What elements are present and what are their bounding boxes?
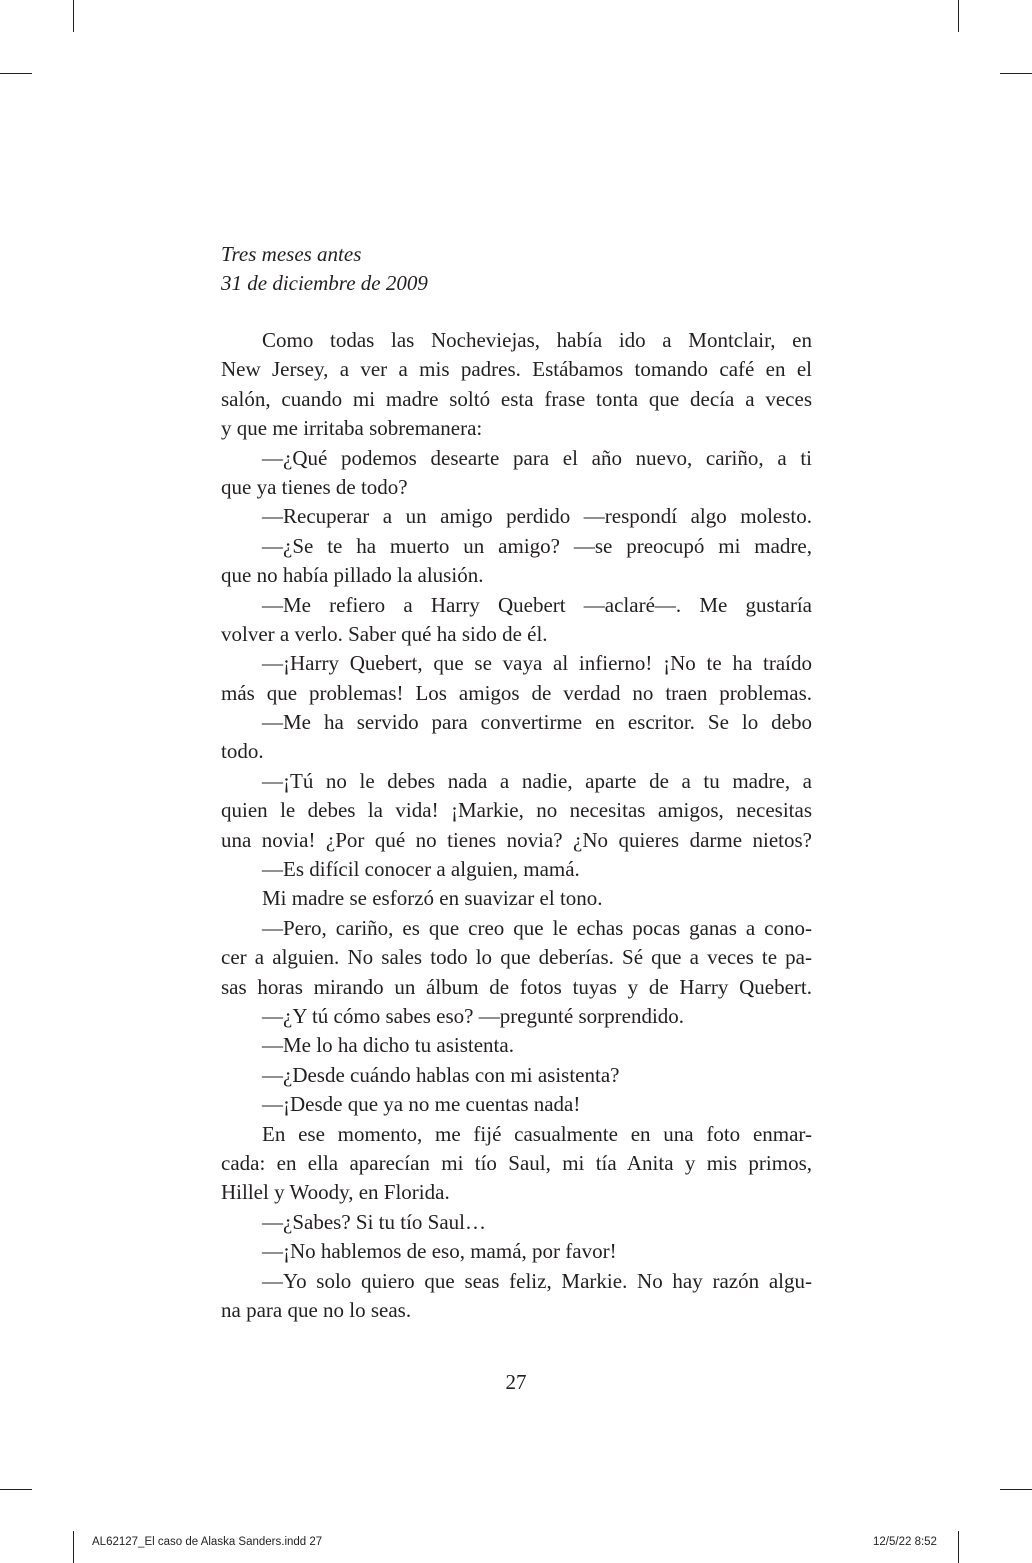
text-line: sas horas mirando un álbum de fotos tuyas y de Harry Quebert.: [221, 974, 812, 999]
text-line: —Me ha servido para convertirme en escritor. Se lo debo: [262, 710, 812, 735]
text-line: New Jersey, a ver a mis padres. Estábamos tomando café en el: [221, 357, 812, 382]
text-line: cada: en ella aparecían mi tío Saul, mi tía Anita y mis primos,: [221, 1150, 812, 1175]
text-line: todo.: [221, 739, 264, 764]
text-line: —¿Qué podemos desearte para el año nuevo, cariño, a ti: [262, 445, 812, 470]
body-text: [221, 326, 812, 1325]
text-line: —Yo solo quiero que seas feliz, Markie. No hay razón algu-: [262, 1268, 812, 1293]
heading-line-2: 31 de diciembre de 2009: [221, 271, 428, 295]
text-line: —¿Y tú cómo sabes eso? —pregunté sorprendido.: [262, 1003, 685, 1028]
text-line: Hillel y Woody, en Florida.: [221, 1180, 450, 1205]
crop-mark-right-top: [1000, 73, 1032, 74]
heading-line-1: Tres meses antes: [221, 242, 362, 266]
text-line: que ya tienes de todo?: [221, 474, 408, 499]
text-line: —¿Se te ha muerto un amigo? —se preocupó mi madre,: [262, 533, 812, 558]
text-line: —¡Tú no le debes nada a nadie, aparte de a tu madre, a: [262, 768, 812, 793]
page-number: 27: [505, 1370, 527, 1394]
text-line: —Me lo ha dicho tu asistenta.: [262, 1033, 514, 1058]
text-line: —Pero, cariño, es que creo que le echas pocas ganas a cono-: [262, 915, 812, 940]
section-heading: [221, 240, 428, 298]
text-line: una novia! ¿Por qué no tienes novia? ¿No quieres darme nietos?: [221, 827, 812, 852]
text-line: na para que no lo seas.: [221, 1297, 412, 1322]
text-line: —Recuperar a un amigo perdido —respondí algo molesto.: [262, 504, 812, 529]
text-line: —¡Desde que ya no me cuentas nada!: [262, 1092, 581, 1117]
crop-mark-top-right: [958, 0, 959, 32]
text-line: —Me refiero a Harry Quebert —aclaré—. Me gustaría: [262, 592, 812, 617]
text-line: —¿Desde cuándo hablas con mi asistenta?: [262, 1062, 620, 1087]
slug-filename: AL62127_El caso de Alaska Sanders.indd 27: [92, 1536, 323, 1548]
text-line: salón, cuando mi madre soltó esta frase tonta que decía a veces: [221, 386, 812, 411]
text-line: —¡Harry Quebert, que se vaya al infierno! ¡No te ha traído: [262, 651, 812, 676]
crop-mark-right-bottom: [1000, 1489, 1032, 1490]
crop-mark-top-left: [73, 0, 74, 32]
text-line: —Es difícil conocer a alguien, mamá.: [262, 857, 580, 882]
text-line: En ese momento, me fijé casualmente en una foto enmar-: [262, 1121, 812, 1146]
text-line: volver a verlo. Saber qué ha sido de él.: [221, 621, 548, 646]
text-line: más que problemas! Los amigos de verdad no traen problemas.: [221, 680, 812, 705]
crop-mark-left-top: [0, 73, 32, 74]
text-line: Como todas las Nocheviejas, había ido a Montclair, en: [262, 328, 812, 352]
text-line: que no había pillado la alusión.: [221, 563, 484, 588]
crop-mark-left-bottom: [0, 1489, 32, 1490]
text-line: —¿Sabes? Si tu tío Saul…: [262, 1209, 486, 1234]
text-line: cer a alguien. No sales todo lo que deberías. Sé que a veces te pa-: [221, 945, 812, 970]
text-line: quien le debes la vida! ¡Markie, no necesitas amigos, necesitas: [221, 798, 812, 823]
text-line: —¡No hablemos de eso, mamá, por favor!: [262, 1239, 617, 1264]
crop-mark-bottom-right: [958, 1531, 959, 1563]
text-line: Mi madre se esforzó en suavizar el tono.: [262, 886, 603, 911]
crop-mark-bottom-left: [73, 1531, 74, 1563]
text-line: y que me irritaba sobremanera:: [221, 416, 483, 441]
slug-date: 12/5/22 8:52: [873, 1536, 937, 1548]
